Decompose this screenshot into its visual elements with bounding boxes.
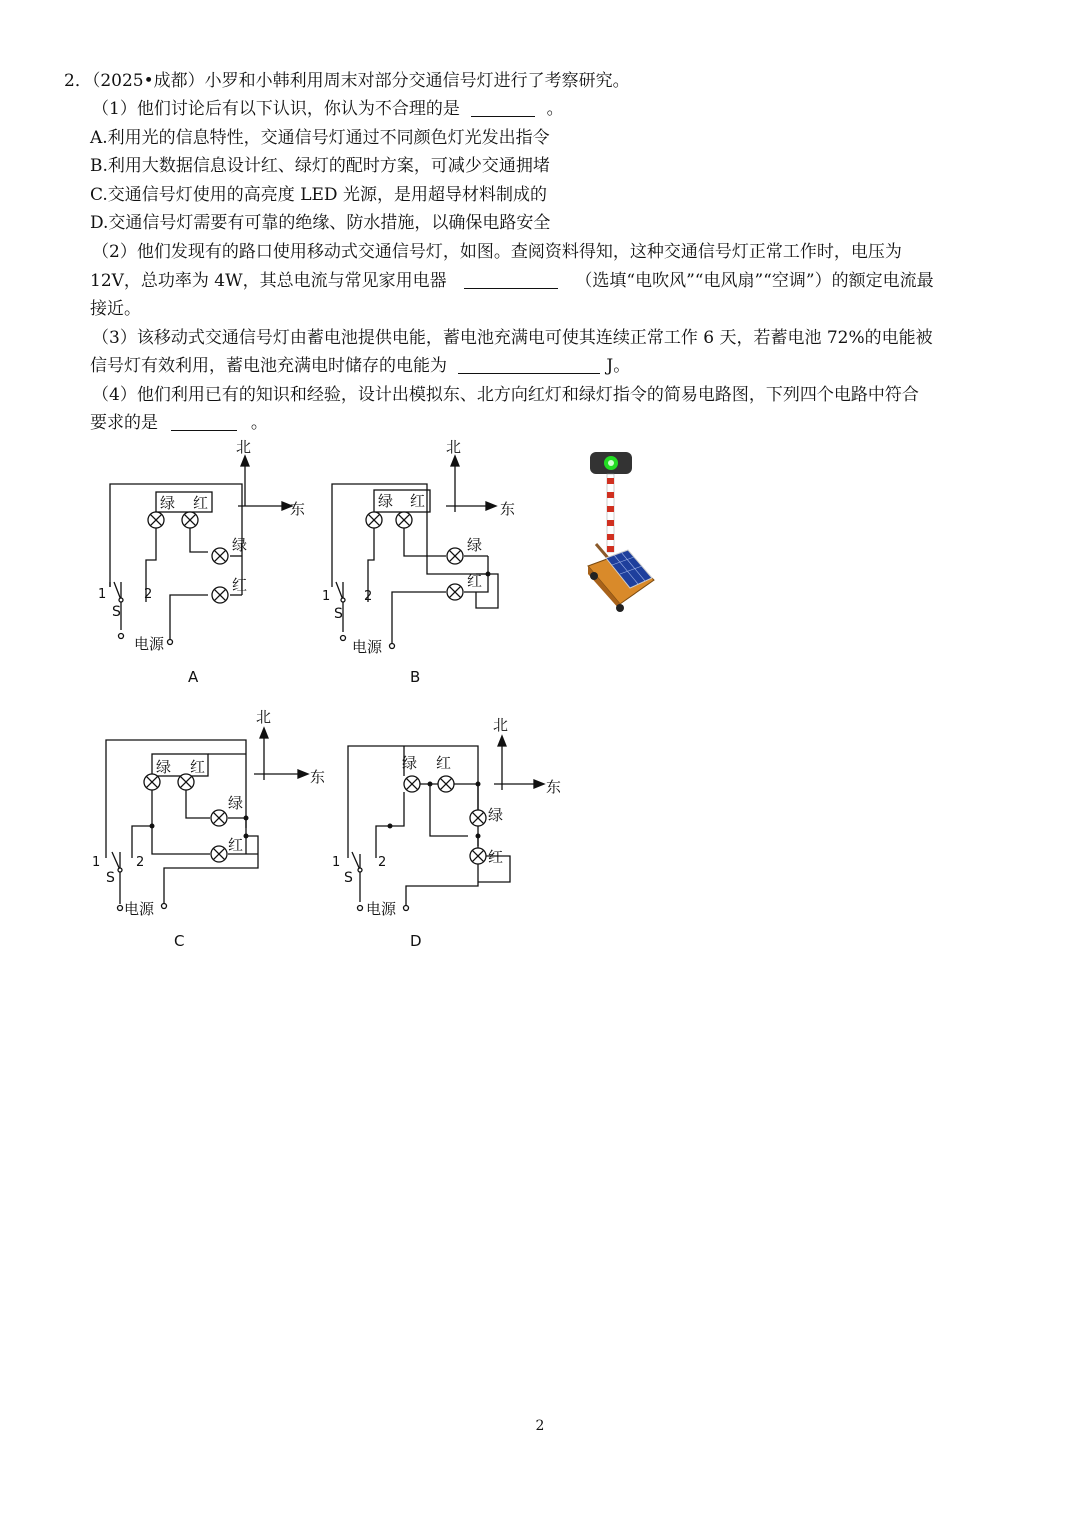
circuit-option-label: D — [410, 932, 422, 950]
east-label: 东 — [290, 500, 306, 518]
svg-text:红: 红 — [190, 758, 206, 776]
q1-stem: （1）他们讨论后有以下认识，你认为不合理的是 。 — [92, 99, 564, 119]
circuit-diagram-b — [312, 432, 542, 692]
svg-text:绿: 绿 — [378, 492, 394, 510]
q1-option-b: B.利用大数据信息设计红、绿灯的配时方案，可减少交通拥堵 — [90, 156, 550, 176]
svg-text:1: 1 — [98, 587, 107, 602]
svg-text:电源: 电源 — [124, 900, 155, 918]
svg-text:绿: 绿 — [228, 794, 244, 812]
answer-blank-4[interactable] — [171, 412, 237, 431]
page-number: 2 — [535, 1418, 545, 1434]
svg-text:红: 红 — [488, 848, 504, 866]
svg-text:2: 2 — [378, 855, 387, 870]
svg-text:1: 1 — [332, 855, 341, 870]
q3-line2: 信号灯有效利用，蓄电池充满电时储存的电能为 J。 — [90, 356, 631, 376]
question-header — [64, 68, 630, 94]
svg-text:红: 红 — [436, 754, 452, 772]
q4-line1: （4）他们利用已有的知识和经验，设计出模拟东、北方向红灯和绿灯指令的简易电路图，下列四个电路中符合 — [92, 385, 919, 405]
svg-text:2: 2 — [144, 587, 153, 602]
svg-text:绿: 绿 — [488, 806, 504, 824]
power-label: 电源 — [134, 635, 165, 653]
svg-text:红: 红 — [467, 572, 483, 590]
question-number: 2． — [64, 71, 92, 91]
svg-text:东: 东 — [546, 778, 562, 796]
svg-text:S: S — [344, 870, 353, 886]
svg-text:绿: 绿 — [156, 758, 172, 776]
svg-text:北: 北 — [446, 438, 462, 456]
answer-blank-2[interactable] — [464, 270, 558, 289]
svg-text:北: 北 — [256, 708, 272, 726]
q4-line2: 要求的是 。 — [90, 413, 268, 433]
q3-line1: （3）该移动式交通信号灯由蓄电池提供电能，蓄电池充满电可使其连续正常工作 6 天，若蓄电池 72%的电能被 — [92, 328, 933, 348]
svg-text:2: 2 — [364, 589, 373, 604]
svg-text:北: 北 — [493, 716, 509, 734]
lamp-label: 红 — [193, 494, 209, 512]
svg-text:电源: 电源 — [366, 900, 397, 918]
answer-blank-1[interactable] — [471, 98, 535, 117]
north-label: 北 — [236, 438, 252, 456]
svg-text:绿: 绿 — [467, 536, 483, 554]
circuit-diagram-a — [90, 432, 320, 692]
q1-option-a: A.利用光的信息特性，交通信号灯通过不同颜色灯光发出指令 — [90, 128, 550, 148]
svg-text:S: S — [112, 604, 121, 620]
lamp-label: 绿 — [232, 536, 248, 554]
svg-text:电源: 电源 — [352, 638, 383, 656]
q2-line1: （2）他们发现有的路口使用移动式交通信号灯，如图。查阅资料得知，这种交通信号灯正常工作时，电压为 — [92, 242, 902, 262]
q2-line3: 接近。 — [90, 299, 141, 319]
answer-blank-3[interactable] — [458, 355, 600, 374]
question-intro: 小罗和小韩利用周末对部分交通信号灯进行了考察研究。 — [204, 71, 630, 91]
svg-text:东: 东 — [310, 768, 326, 786]
svg-text:2: 2 — [136, 855, 145, 870]
question-source: （2025•成都） — [91, 71, 205, 91]
lamp-label: 绿 — [160, 494, 176, 512]
svg-text:绿: 绿 — [402, 754, 418, 772]
svg-text:1: 1 — [92, 855, 101, 870]
svg-text:S: S — [106, 870, 115, 886]
lamp-label: 红 — [232, 576, 248, 594]
svg-text:红: 红 — [228, 836, 244, 854]
traffic-signal-image — [580, 448, 670, 613]
svg-text:S: S — [334, 606, 343, 622]
svg-text:红: 红 — [410, 492, 426, 510]
circuit-option-label: A — [188, 668, 199, 686]
q1-option-d: D.交通信号灯需要有可靠的绝缘、防水措施，以确保电路安全 — [90, 213, 551, 233]
svg-text:东: 东 — [500, 500, 516, 518]
circuit-diagram-c — [84, 700, 334, 960]
q1-option-c: C.交通信号灯使用的高亮度 LED 光源，是用超导材料制成的 — [90, 185, 547, 205]
circuit-option-label: B — [410, 668, 421, 686]
q2-line2: 12V，总功率为 4W，其总电流与常见家用电器 （选填“电吹风”“电风扇”“空调”）的额定电流最 — [90, 271, 934, 291]
circuit-option-label: C — [174, 932, 185, 950]
svg-text:1: 1 — [322, 589, 331, 604]
circuit-diagram-d — [326, 706, 576, 961]
